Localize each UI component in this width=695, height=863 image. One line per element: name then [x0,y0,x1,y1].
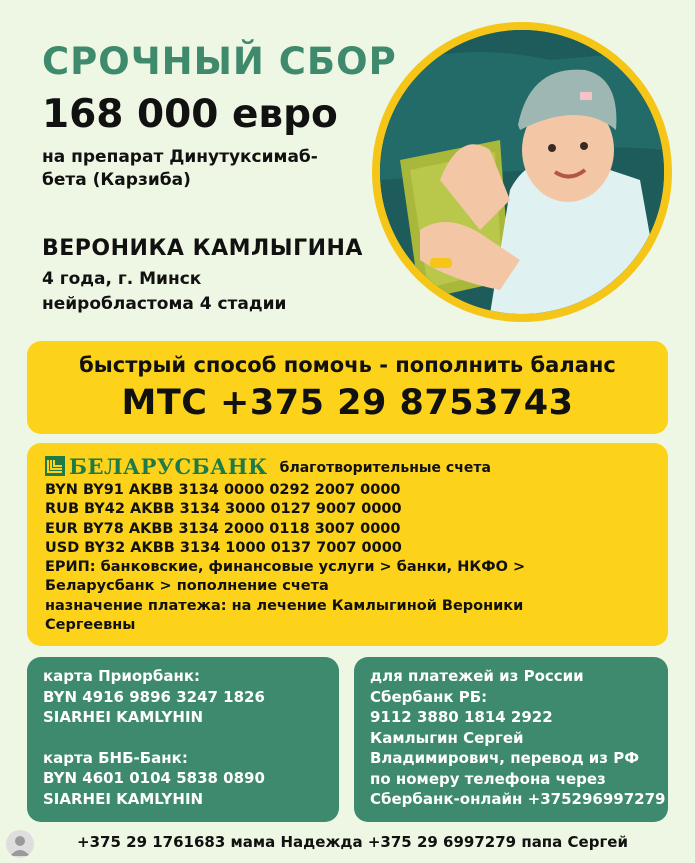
prior-card-holder: SIARHEI KAMLYHIN [43,708,204,726]
bank-lines [45,481,650,635]
card-right [354,657,668,822]
mts-box [27,341,668,434]
card-left [27,657,339,822]
bank-header [45,453,650,479]
patient-diagnosis: нейробластома 4 стадии [42,294,287,314]
payment-purpose: Сергеевны [45,617,136,634]
sber-holder: Камлыгин Сергей [370,728,524,747]
drug-description [42,146,362,192]
bank-box [27,443,668,646]
drug-line: бета (Карзиба) [42,170,191,190]
headline: СРОЧНЫЙ СБОР [42,40,397,83]
bnb-title: карта БНБ-Банк: [43,748,188,767]
belarusbank-logo-icon [45,456,65,476]
patient-age-city: 4 года, г. Минск [42,269,202,289]
mts-phone[interactable]: МТС +375 29 8753743 [121,383,574,423]
erip-path: ЕРИП: банковские, финансовые услуги > банки, НКФО > [45,559,526,576]
bank-account-usd[interactable]: USD BY32 AKBB 3134 1000 0137 7007 0000 [45,539,402,556]
amount: 168 000 евро [42,92,338,137]
sber-card-number[interactable]: 9112 3880 1814 2922 [370,708,553,726]
sber-note: по номеру телефона через [370,769,606,788]
bank-account-eur[interactable]: EUR BY78 AKBB 3134 2000 0118 3007 0000 [45,520,401,537]
belarusbank-logo [45,454,268,479]
prior-title: карта Приорбанк: [43,667,201,685]
russia-title: для платежей из России [370,667,584,685]
sber-title: Сбербанк РБ: [370,687,488,706]
bank-subtitle: благотворительные счета [279,460,491,476]
spacer [43,728,323,748]
prior-card-number[interactable]: BYN 4916 9896 3247 1826 [43,687,265,706]
bank-account-rub[interactable]: RUB BY42 AKBB 3134 3000 0127 9007 0000 [45,501,402,518]
sber-phone[interactable]: Сбербанк-онлайн +375296997279 [370,790,666,808]
sber-note: Владимирович, перевод из РФ [370,749,640,767]
bnb-card-holder: SIARHEI KAMLYHIN [43,789,204,808]
payment-purpose: назначение платежа: на лечение Камлыгиной Вероники [45,597,524,614]
mts-title: быстрый способ помочь - пополнить баланс [79,353,616,377]
patient-name: ВЕРОНИКА КАМЛЫГИНА [42,236,363,261]
drug-line: на препарат Динутуксимаб- [42,147,318,167]
erip-path: Беларусбанк > пополнение счета [45,578,329,595]
bank-account-byn[interactable]: BYN BY91 AKBB 3134 0000 0292 2007 0000 [45,482,401,498]
bnb-card-number[interactable]: BYN 4601 0104 5838 0890 [43,769,265,787]
patient-details [42,267,286,317]
patient-photo [372,22,672,322]
bank-logo-text: БЕЛАРУСБАНК [69,453,268,479]
footer-contacts: +375 29 1761683 мама Надежда +375 29 6997279 папа Сергей [77,833,628,851]
